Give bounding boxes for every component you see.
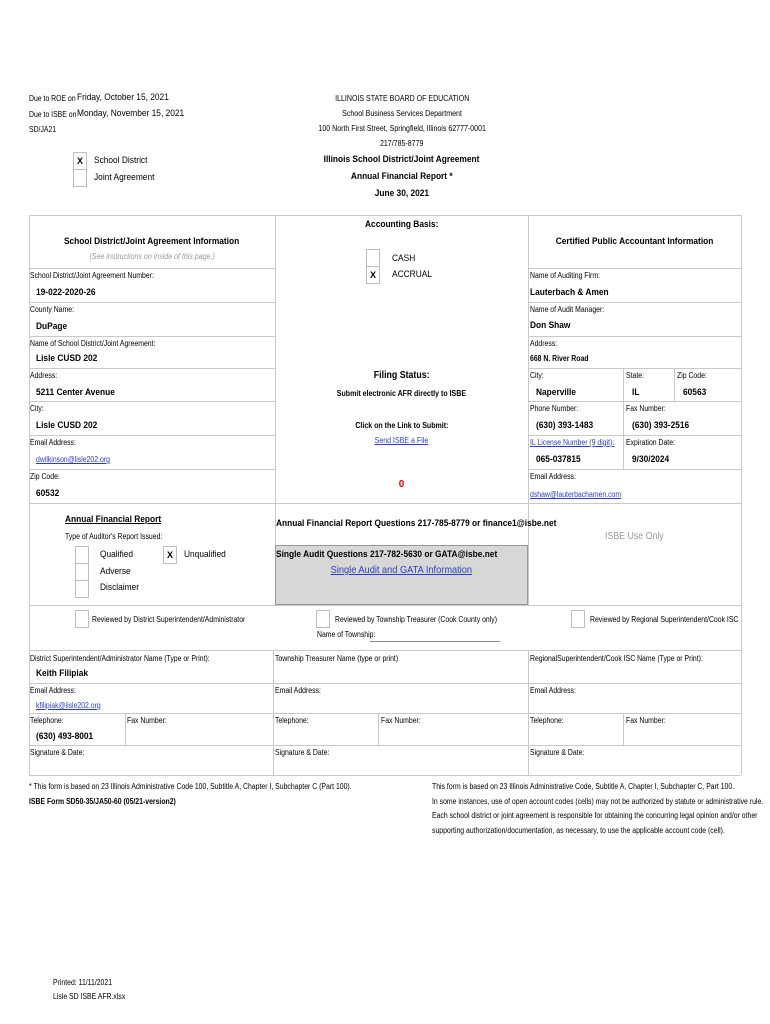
department-name: School Business Services Department [342,109,462,118]
joint-agreement-label: Joint Agreement [94,172,155,183]
isbe-use-only: ISBE Use Only [605,531,664,542]
regional-review-checkbox[interactable] [571,610,585,628]
status-value: 0 [398,479,405,490]
cpa-city-label: City: [530,371,544,380]
accrual-checkbox[interactable]: X [366,266,380,284]
due-roe-date: Friday, October 15, 2021 [77,92,169,103]
regional-name-label: RegionalSuperintendent/Cook ISC Name (Type or Print): [530,654,703,663]
district-name-label: Name of School District/Joint Agreement: [30,339,156,348]
send-isbe-file-link[interactable]: Send ISBE a File [374,436,429,445]
agency-name: ILLINOIS STATE BOARD OF EDUCATION [334,94,470,103]
expiration-label: Expiration Date: [626,438,675,447]
accrual-label: ACCRUAL [392,269,432,280]
single-audit-link[interactable]: Single Audit and GATA Information [330,564,473,576]
regional-signature-label: Signature & Date: [530,748,585,757]
school-district-label: School District [94,155,148,166]
cpa-fax-label: Fax Number: [626,404,666,413]
auditor-report-type-label: Type of Auditor's Report Issued: [65,532,163,541]
district-number[interactable]: 19-022-2020-26 [36,287,96,298]
treasurer-phone-label: Telephone: [275,716,309,725]
superintendent-email-label: Email Address: [30,686,76,695]
cash-checkbox[interactable] [366,249,380,267]
unqualified-checkbox[interactable]: X [163,546,177,564]
form-code: SD/JA21 [29,125,57,134]
cpa-city[interactable]: Naperville [536,387,576,398]
form-id: ISBE Form SD50-35/JA50-60 (05/21-version2) [29,797,176,806]
township-review-label: Reviewed by Township Treasurer (Cook County only) [335,615,498,624]
filing-status-heading: Filing Status: [373,370,430,381]
district-zip-label: Zip Code: [30,472,60,481]
superintendent-phone-label: Telephone: [30,716,64,725]
superintendent-name-label: District Superintendent/Administrator Name (Type or Print): [30,654,210,663]
footer-right-line2: In some instances, use of open account codes (cells) may not be authorized by statute or administrative rule. [432,797,764,806]
disclaimer-checkbox[interactable] [75,580,89,598]
regional-phone-label: Telephone: [530,716,564,725]
report-date: June 30, 2021 [374,188,430,199]
report-subtitle: Annual Financial Report * [351,171,453,182]
district-email-label: Email Address: [30,438,76,447]
due-isbe-label: Due to ISBE on [29,110,77,119]
manager-name[interactable]: Don Shaw [530,320,571,331]
township-review-checkbox[interactable] [316,610,330,628]
footer-right-line4: supporting authorization/documentation, as necessary, to use the applicable account code (cell). [432,826,725,835]
printed-date: Printed: 11/11/2021 [53,978,113,987]
manager-label: Name of Audit Manager: [530,305,605,314]
superintendent-name[interactable]: Keith Filipiak [36,668,89,679]
cpa-info-heading: Certified Public Accountant Information [555,236,714,247]
adverse-label: Adverse [100,566,131,577]
township-name-label: Name of Township: [317,630,376,639]
cpa-state[interactable]: IL [632,387,640,398]
license-number[interactable]: 065-037815 [536,454,581,465]
footer-note: * This form is based on 23 Illinois Administrative Code 100, Subtitle A, Chapter I, Subchapter C (Part 100). [29,782,352,791]
accounting-basis-heading: Accounting Basis: [364,219,439,230]
cpa-email-link[interactable]: dshaw@lauterbachamen.com [530,490,622,499]
afr-heading: Annual Financial Report [65,514,162,525]
joint-agreement-checkbox[interactable] [73,169,87,187]
file-name: Lisle SD ISBE AFR.xlsx [53,992,126,1001]
cpa-address[interactable]: 668 N. River Road [530,354,589,363]
regional-email-label: Email Address: [530,686,576,695]
district-email-link[interactable]: dwilkinson@lisle202.org [36,455,110,464]
superintendent-fax-label: Fax Number: [127,716,167,725]
cpa-zip[interactable]: 60563 [683,387,707,398]
agency-address: 100 North First Street, Springfield, Illinois 62777-0001 [318,124,486,133]
treasurer-signature-label: Signature & Date: [275,748,330,757]
agency-phone: 217/785-8779 [380,139,424,148]
treasurer-email-label: Email Address: [275,686,321,695]
disclaimer-label: Disclaimer [100,582,140,593]
single-audit-questions: Single Audit Questions 217-782-5630 or GATA@isbe.net [276,549,498,560]
district-city-label: City: [30,404,44,413]
district-zip[interactable]: 60532 [36,488,60,499]
district-address[interactable]: 5211 Center Avenue [36,387,115,398]
superintendent-email-link[interactable]: kfilipiak@lisle202.org [36,701,101,710]
superintendent-phone[interactable]: (630) 493-8001 [36,731,94,742]
due-roe-label: Due to ROE on [29,94,76,103]
license-number-link[interactable]: IL License Number (9 digit): [530,438,615,447]
school-district-checkbox[interactable]: X [73,152,87,170]
due-isbe-date: Monday, November 15, 2021 [77,108,185,119]
cpa-email-label: Email Address: [530,472,576,481]
cpa-zip-label: Zip Code: [677,371,707,380]
adverse-checkbox[interactable] [75,563,89,581]
superintendent-review-checkbox[interactable] [75,610,89,628]
regional-review-label: Reviewed by Regional Superintendent/Cook ISC [590,615,739,624]
afr-questions: Annual Financial Report Questions 217-785-8779 or finance1@isbe.net [276,518,557,529]
district-name[interactable]: Lisle CUSD 202 [36,353,98,364]
footer-right-line3: Each school district or joint agreement is responsible for obtaining the concurring legal opinion and/or other [432,811,758,820]
qualified-checkbox[interactable] [75,546,89,564]
instructions-note: (See instructions on inside of this page.) [89,252,215,261]
qualified-label: Qualified [100,549,133,560]
county-label: County Name: [30,305,74,314]
treasurer-name-label: Township Treasurer Name (type or print) [275,654,399,663]
report-title: Illinois School District/Joint Agreement [324,154,480,165]
district-address-label: Address: [30,371,58,380]
footer-right-line1: This form is based on 23 Illinois Administrative Code, Subtitle A, Chapter I, Subchapter C, Part 100. [432,782,735,791]
superintendent-review-label: Reviewed by District Superintendent/Administrator [92,615,246,624]
cash-label: CASH [392,253,416,264]
firm-label: Name of Auditing Firm: [530,271,600,280]
cpa-phone[interactable]: (630) 393-1483 [536,420,594,431]
superintendent-signature-label: Signature & Date: [30,748,85,757]
district-city[interactable]: Lisle CUSD 202 [36,420,98,431]
cpa-phone-label: Phone Number: [530,404,579,413]
treasurer-fax-label: Fax Number: [381,716,421,725]
district-number-label: School District/Joint Agreement Number: [30,271,154,280]
regional-fax-label: Fax Number: [626,716,666,725]
firm-name[interactable]: Lauterbach & Amen [530,287,609,298]
cpa-state-label: State: [626,371,644,380]
cpa-address-label: Address: [530,339,558,348]
expiration-date[interactable]: 9/30/2024 [632,454,670,465]
cpa-fax[interactable]: (630) 393-2516 [632,420,690,431]
county-name[interactable]: DuPage [36,321,68,332]
district-info-heading: School District/Joint Agreement Information [64,236,240,247]
click-link-label: Click on the Link to Submit: [354,421,449,430]
submit-instruction: Submit electronic AFR directly to ISBE [336,389,467,398]
unqualified-label: Unqualified [184,549,226,560]
